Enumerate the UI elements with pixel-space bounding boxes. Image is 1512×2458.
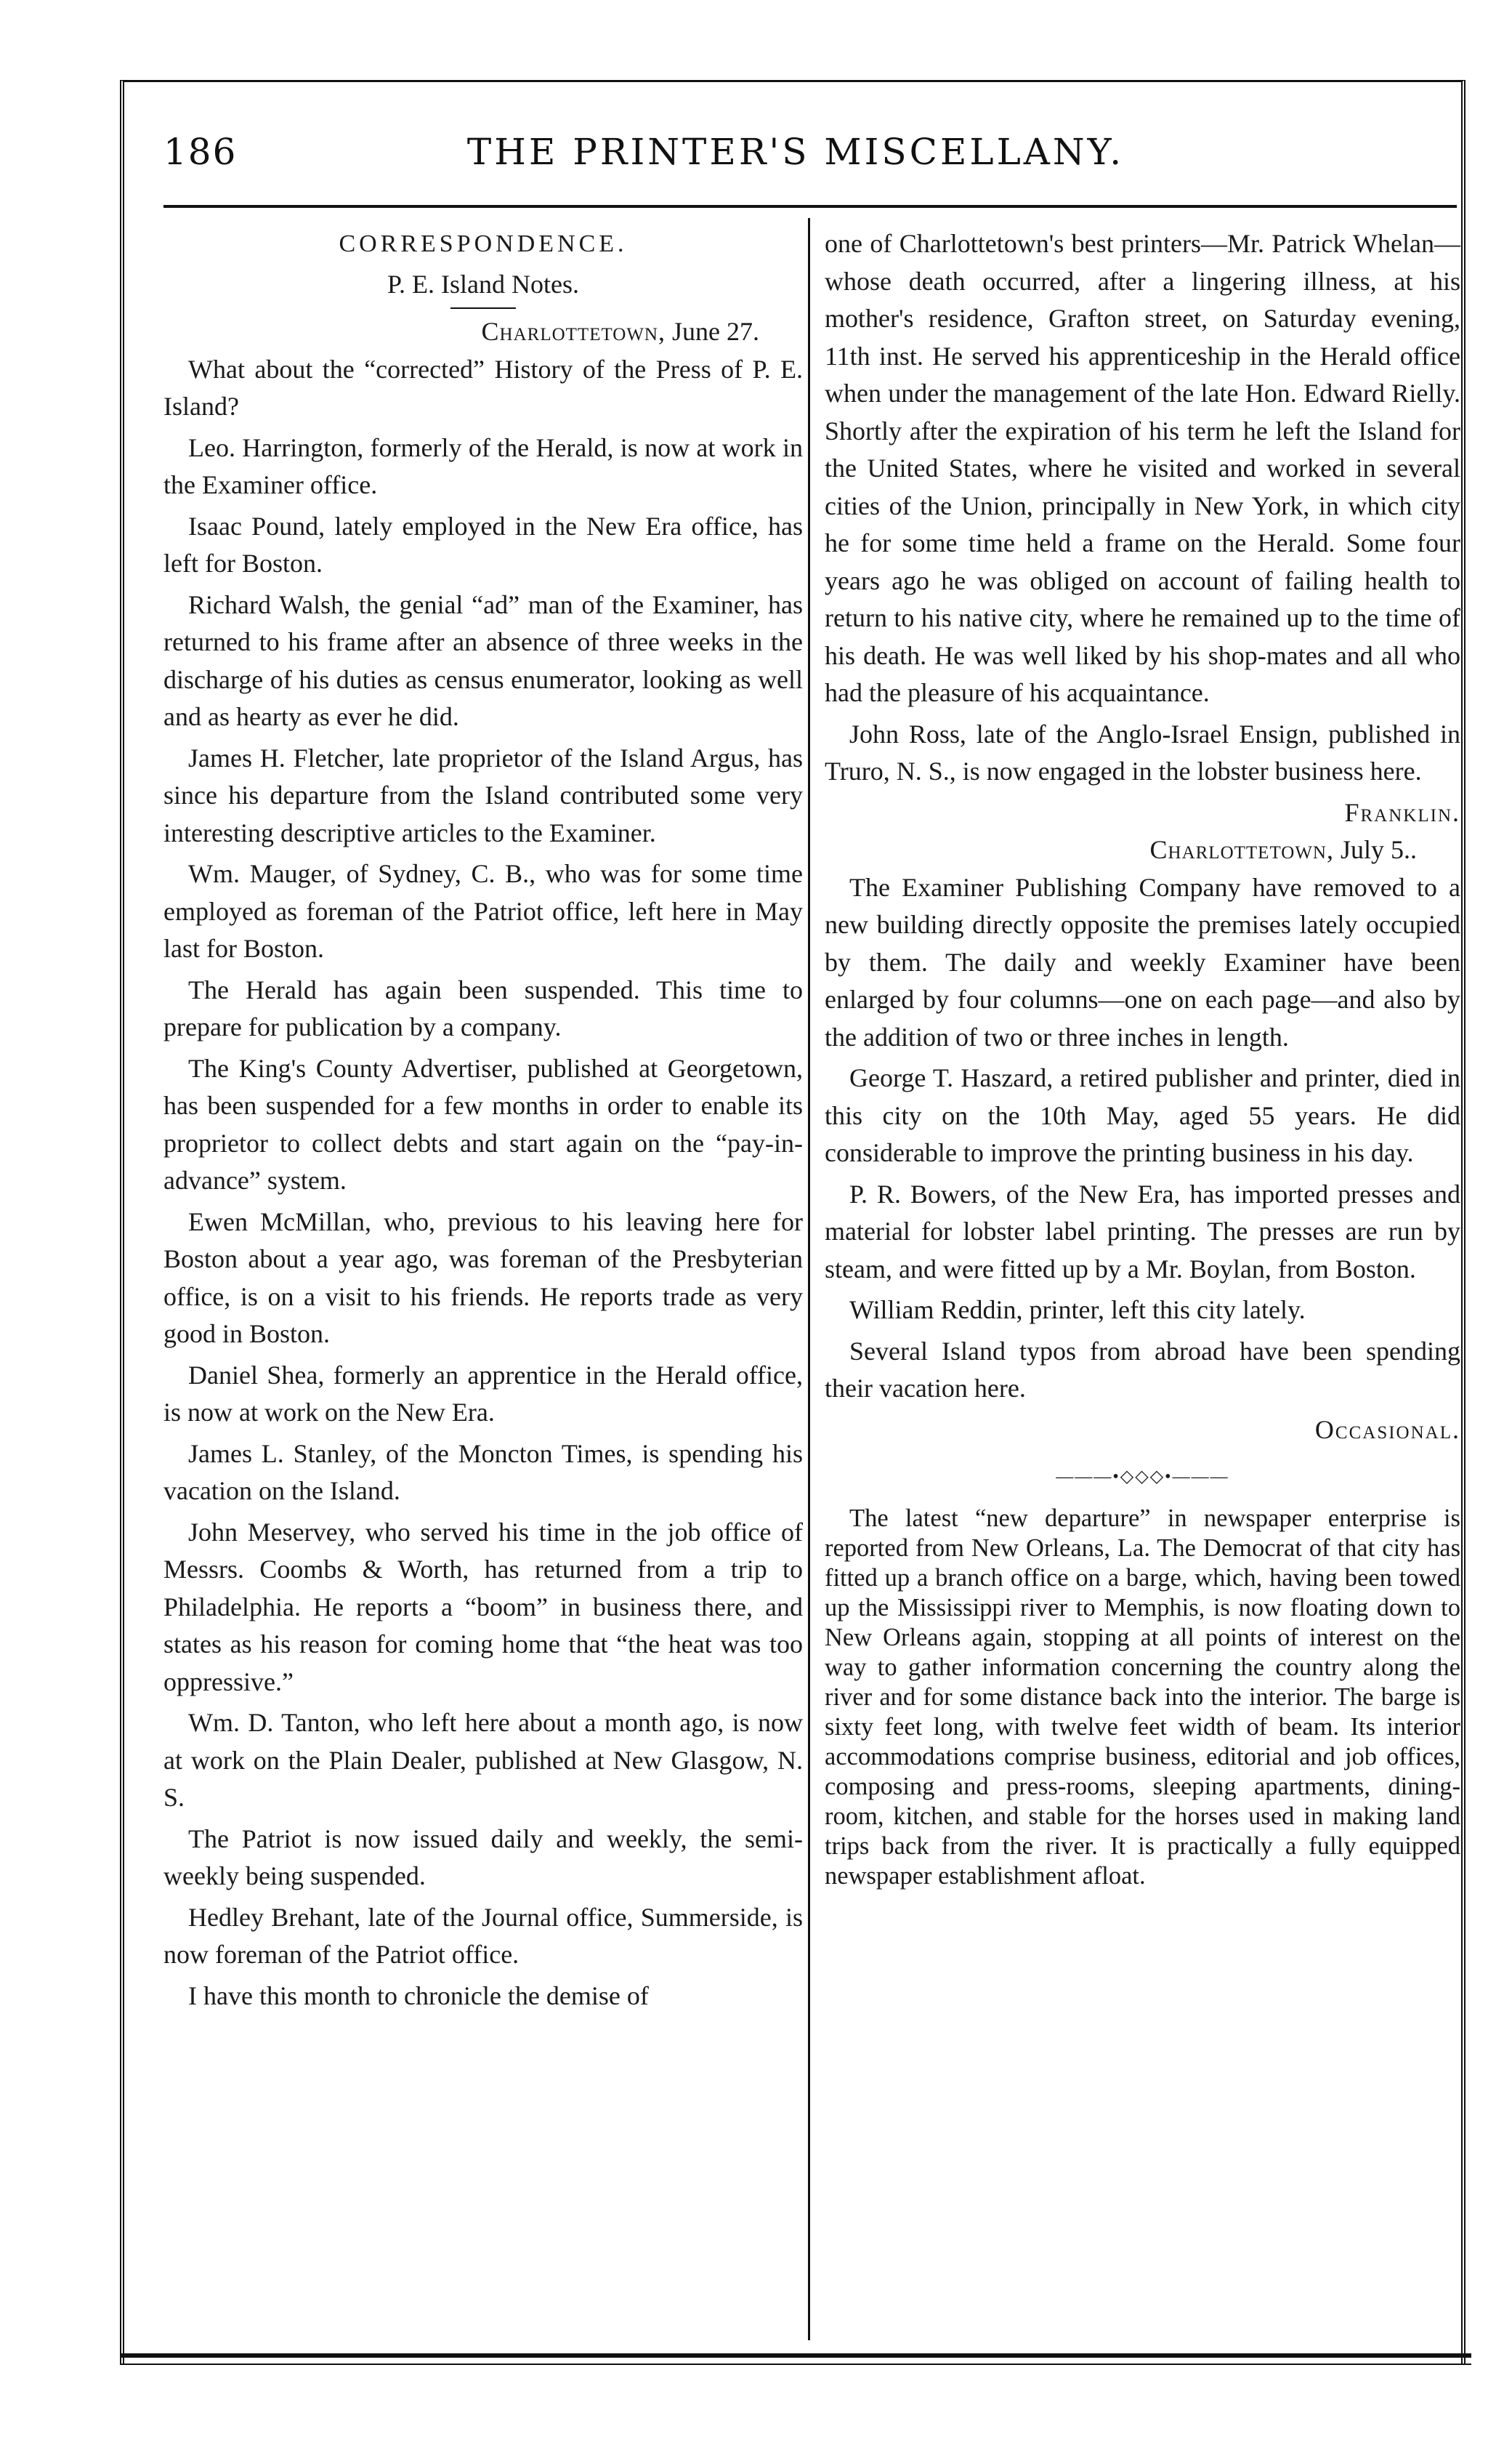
bottom-rule (120, 2353, 1471, 2358)
signature: Franklin. (1344, 797, 1460, 827)
paragraph: John Meservey, who served his time in the job office of Messrs. Coombs & Worth, has returned from a trip to Philadelphia. He reports a “boom” in business there, and states as his reason for coming home that “the heat was too oppressive.” (163, 1517, 803, 1696)
paragraph: Ewen McMillan, who, previous to his leaving here for Boston about a year ago, was foreman of the Presbyterian office, is on a visit to his friends. He reports trade as very good in Boston. (163, 1206, 803, 1348)
paragraph: James H. Fletcher, late proprietor of the Island Argus, has since his departure from the Island contributed some very interesting descriptive articles to the Examiner. (163, 743, 803, 847)
paragraph: John Ross, late of the Anglo-Israel Ensign, published in Truro, N. S., is now engaged in the lobster business here. (825, 719, 1460, 786)
paragraph: What about the “corrected” History of the Press of P. E. Island? (163, 354, 803, 421)
bottom-rule-thin (120, 2364, 1471, 2365)
column-divider (808, 218, 810, 2340)
paragraph: The King's County Advertiser, published at Georgetown, has been suspended for a few months in order to enable its proprietor to collect debts and start again on the “pay-in-advance” system. (163, 1053, 803, 1195)
header-rule (163, 205, 1457, 208)
paragraph: one of Charlottetown's best printers—Mr. Patrick Whelan—whose death occurred, after a lingering illness, at his mother's residence, Grafton street, on Saturday evening, 11th inst. He served his apprenticeship in the Herald office when under the management of the late Hon. Edward Rielly. Shortly after the expiration of his term he left the Island for the United States, where he visited and worked in several cities of the Union, principally in New York, in which city he for some time held a frame on the Herald. Some four years ago he was obliged on account of failing health to return to his native city, where he remained up to the time of his death. He was well liked by his shop-mates and all who had the pleasure of his acquaintance. (825, 229, 1460, 707)
paragraph: Hedley Brehant, late of the Journal office, Summerside, is now foreman of the Patriot office. (163, 1902, 803, 1969)
paragraph: The Patriot is now issued daily and weekly, the semi-weekly being suspended. (163, 1824, 803, 1890)
paragraph: Daniel Shea, formerly an apprentice in the Herald office, is now at work on the New Era. (163, 1360, 803, 1427)
journal-title: THE PRINTER'S MISCELLANY. (466, 131, 1125, 173)
paragraph: The Examiner Publishing Company have removed to a new building directly opposite the premises lately occupied by them. The daily and weekly Examiner have been enlarged by four columns—one on each page—and also by the addition of two or three inches in length. (825, 872, 1460, 1052)
paragraph: William Reddin, printer, left this city lately. (849, 1295, 1306, 1324)
paragraph: Leo. Harrington, formerly of the Herald, is now at work in the Examiner office. (163, 432, 803, 499)
paragraph: George T. Haszard, a retired publisher and printer, died in this city on the 10th May, aged 55 years. He did considerable to improve the printing business in his day. (825, 1063, 1460, 1167)
dateline (825, 831, 1417, 869)
paragraph: Wm. Mauger, of Sydney, C. B., who was for some time employed as foreman of the Patriot office, left here in May last for Boston. (163, 859, 803, 963)
paragraph: Richard Walsh, the genial “ad” man of the Examiner, has returned to his frame after an absence of three weeks in the discharge of his duties as census enumerator, looking as well and as hearty as ever he did. (163, 589, 803, 731)
paragraph: Wm. D. Tanton, who left here about a month ago, is now at work on the Plain Dealer, published at New Glasgow, N. S. (163, 1708, 803, 1812)
left-column (163, 225, 803, 2018)
paragraph: The latest “new departure” in newspaper enterprise is reported from New Orleans, La. The Democrat of that city has fitted up a branch office on a barge, which, having been towed up the Mississippi river to Memphis, is now floating down to New Orleans again, stopping at all points of interest on the way to gather information concerning the country along the river and for some distance back into the interior. The barge is sixty feet long, with twelve feet width of beam. Its interior accommodations comprise business, editorial and job offices, composing and press-rooms, sleeping apartments, dining-room, kitchen, and stable for the horses used in making land trips back from the river. It is practically a fully equipped newspaper establishment afloat. (825, 1504, 1460, 1890)
dateline-place: Charlottetown, (1149, 835, 1334, 864)
paragraph: James L. Stanley, of the Moncton Times, is spending his vacation on the Island. (163, 1438, 803, 1505)
right-column (825, 225, 1460, 1895)
dateline-date: July 5.. (1340, 835, 1417, 864)
paragraph: Several Island typos from abroad have been spending their vacation here. (825, 1336, 1460, 1403)
page-number: 186 (163, 131, 238, 173)
section-subtitle: P. E. Island Notes. (387, 269, 579, 299)
ornament-divider: ———•◇◇◇•——— (1056, 1467, 1229, 1486)
section-title: CORRESPONDENCE. (339, 230, 628, 257)
short-rule (450, 307, 516, 309)
paragraph: Isaac Pound, lately employed in the New Era office, has left for Boston. (163, 511, 803, 578)
dateline-place: Charlottetown, (481, 317, 666, 346)
paragraph: I have this month to chronicle the demise of (188, 1980, 649, 2010)
paragraph: The Herald has again been suspended. This time to prepare for publication by a company. (163, 975, 803, 1041)
signature: Occasional. (1314, 1414, 1460, 1444)
dateline-date: June 27. (672, 317, 759, 346)
paragraph: P. R. Bowers, of the New Era, has imported presses and material for lobster label printing. The presses are run by steam, and were fitted up by a Mr. Boylan, from Boston. (825, 1179, 1460, 1284)
dateline (163, 313, 759, 351)
running-header (163, 131, 1428, 182)
